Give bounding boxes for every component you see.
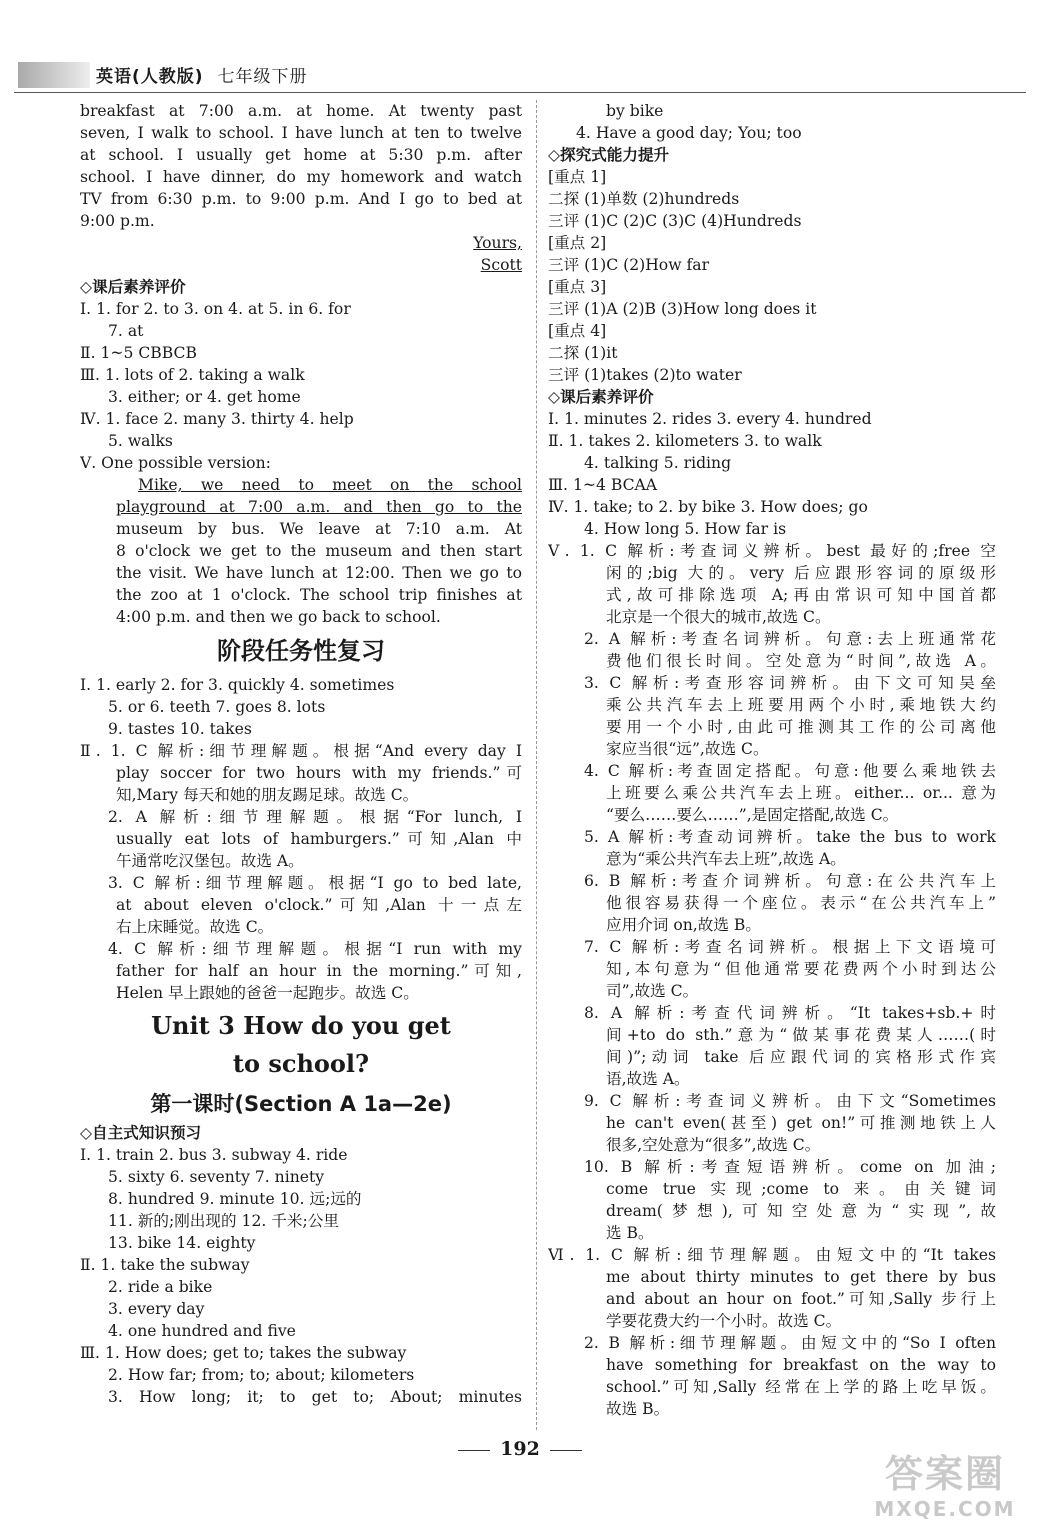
text-line: Ⅰ. 1. train 2. bus 3. subway 4. ride [80, 1146, 348, 1164]
text-line: 3. C 解析:考查形容词辨析。由下文可知吴垒 [584, 674, 996, 692]
text-line: 2. A 解析:考查名词辨析。句意:去上班通常花 [584, 630, 996, 648]
text-line: 故选 B。 [606, 1400, 670, 1418]
text-line: Scott [480, 256, 522, 274]
text-line: 右上床睡觉。故选 C。 [116, 918, 274, 936]
text-line: Ⅴ. One possible version: [80, 454, 271, 472]
text-line: 语,故选 A。 [606, 1070, 690, 1088]
text-line: 4. talking 5. riding [584, 454, 732, 472]
text-line: 三评 (1)takes (2)to water [548, 366, 742, 384]
text-line: to school? [232, 1049, 370, 1078]
text-line: 阶段任务性复习 [217, 637, 385, 665]
page-number: 192 [440, 1438, 600, 1460]
text-line: 三评 (1)C (2)C (3)C (4)Hundreds [548, 212, 802, 230]
text-line: 上班要么乘公共汽车去上班。either... or... 意为 [606, 784, 996, 802]
text-line: 费他们很长时间。空处意为“时间”,故选 A。 [606, 652, 996, 670]
text-line: “要么……要么……”,是固定搭配,故选 C。 [606, 806, 899, 824]
header-grade: 七年级下册 [217, 67, 308, 87]
text-line: school. I have dinner, do my homework and watch [80, 168, 522, 186]
text-line: 5. sixty 6. seventy 7. ninety [108, 1168, 325, 1186]
text-line: 三评 (1)C (2)How far [548, 256, 710, 274]
text-line: Yours, [473, 234, 522, 252]
text-line: 北京是一个很大的城市,故选 C。 [606, 608, 831, 626]
text-line: 4:00 p.m. and then we go back to school. [116, 608, 441, 626]
text-line: 他很容易获得一个座位。表示“在公共汽车上” [606, 894, 996, 912]
text-line: Ⅱ. 1. take the subway [80, 1256, 250, 1274]
text-line: 3. C 解析:细节理解题。根据“I go to bed late, [108, 874, 522, 892]
text-line: Ⅲ. 1. lots of 2. taking a walk [80, 366, 305, 384]
text-line: usually eat lots of hamburgers.”可知,Alan 中 [116, 830, 522, 848]
watermark-logo [870, 1452, 1020, 1530]
text-line: have something for breakfast on the way to [606, 1356, 996, 1374]
text-line: 9. C 解析:考查词义辨析。由下文“Sometimes [584, 1092, 996, 1110]
text-line: 2. B 解析:细节理解题。由短文中的“So I often [584, 1334, 996, 1352]
text-line: 8. hundred 9. minute 10. 远;远的 [108, 1190, 362, 1208]
text-line: 间+to do sth.”意为“做某事花费某人……(时 [606, 1026, 996, 1044]
text-line: 8 o'clock we get to the museum and then start [116, 542, 522, 560]
text-line: come true 实现;come to 来。由关键词 [606, 1180, 996, 1198]
text-line: 选 B。 [606, 1224, 654, 1242]
text-line: TV from 6:30 p.m. to 9:00 p.m. And I go to bed at [80, 190, 522, 208]
text-line: Ⅲ. 1~4 BCAA [548, 476, 658, 494]
text-line: 11. 新的;刚出现的 12. 千米;公里 [108, 1212, 339, 1230]
text-line: 式,故可排除选项 A;再由常识可知中国首都 [606, 586, 996, 604]
text-line: 应用介词 on,故选 B。 [606, 916, 761, 934]
text-line: ◇探究式能力提升 [548, 146, 670, 164]
header-decoration-bar [18, 62, 90, 88]
text-line: 第一课时(Section A 1a—2e) [150, 1092, 452, 1116]
text-line: Ⅰ. 1. for 2. to 3. on 4. at 5. in 6. for [80, 300, 351, 318]
text-line: Ⅰ. 1. minutes 2. rides 3. every 4. hundred [548, 410, 872, 428]
text-line: the zoo at 1 o'clock. The school trip finishes at [116, 586, 522, 604]
text-line: 二探 (1)it [548, 344, 618, 362]
text-line: 5. A 解析:考查动词辨析。take the bus to work [584, 828, 996, 846]
text-line: 3. every day [108, 1300, 205, 1318]
text-line: [重点 3] [548, 278, 607, 296]
column-divider [536, 100, 537, 1430]
watermark-url: MXQE.COM [874, 1497, 1016, 1521]
text-line: 7. C 解析:考查名词辨析。根据上下文语境可 [584, 938, 996, 956]
text-line: Ⅰ. 1. early 2. for 3. quickly 4. sometimes [80, 676, 395, 694]
watermark-text: 答案圈 [884, 1452, 1005, 1496]
text-line: 6. B 解析:考查介词辨析。句意:在公共汽车上 [584, 872, 996, 890]
text-line: 间)”;动词 take 后应跟代词的宾格形式作宾 [606, 1048, 996, 1066]
text-line: 三评 (1)A (2)B (3)How long does it [548, 300, 817, 318]
page-header [14, 60, 1026, 88]
text-line: Unit 3 How do you get [151, 1011, 451, 1040]
text-line: 闲的;big 大的。very 后应跟形容词的原级形 [606, 564, 996, 582]
text-line: he can't even(甚至) get on!”可推测地铁上人 [606, 1114, 996, 1132]
text-line: 司”,故选 C。 [606, 982, 699, 1000]
text-line: 5. or 6. teeth 7. goes 8. lots [108, 698, 326, 716]
text-line: at school. I usually get home at 5:30 p.m. after [80, 146, 522, 164]
header-title [96, 62, 308, 87]
text-line: the visit. We have lunch at 12:00. Then we go to [116, 564, 522, 582]
text-line: breakfast at 7:00 a.m. at home. At twenty past [80, 102, 522, 120]
text-line: and about an hour on foot.”可知,Sally 步行上 [606, 1290, 996, 1308]
text-line: me about thirty minutes to get there by bus [606, 1268, 996, 1286]
text-line: 4. one hundred and five [108, 1322, 296, 1340]
text-line: school.”可知,Sally 经常在上学的路上吃早饭。 [606, 1378, 996, 1396]
text-line: ◇课后素养评价 [548, 388, 654, 406]
text-line: at about eleven o'clock.”可知,Alan 十一点左 [116, 896, 522, 914]
text-line: 家应当很“远”,故选 C。 [606, 740, 769, 758]
text-line: 9:00 p.m. [80, 212, 155, 230]
text-line: 午通常吃汉堡包。故选 A。 [116, 852, 304, 870]
text-line: 4. C 解析:考查固定搭配。句意:他要么乘地铁去 [584, 762, 996, 780]
text-line: 4. Have a good day; You; too [576, 124, 802, 142]
right-column [548, 100, 996, 1430]
text-line: 二探 (1)单数 (2)hundreds [548, 190, 740, 208]
text-line: Ⅱ. 1. C 解析:细节理解题。根据“And every day I [80, 742, 522, 760]
text-line: ◇自主式知识预习 [80, 1124, 202, 1142]
header-subject: 英语(人教版) [96, 67, 204, 87]
text-line: 知,本句意为“但他通常要花费两个小时到达公 [606, 960, 996, 978]
text-line: 13. bike 14. eighty [108, 1234, 256, 1252]
text-line: museum by bus. We leave at 7:10 a.m. At [116, 520, 522, 538]
text-line: 乘公共汽车去上班要用两个小时,乘地铁大约 [606, 696, 996, 714]
text-line: Mike, we need to meet on the school [138, 476, 522, 494]
text-line: dream(梦想),可知空处意为“实现”,故 [606, 1202, 996, 1220]
text-line: seven, I walk to school. I have lunch at ten to twelve [80, 124, 522, 142]
text-line: 2. How far; from; to; about; kilometers [108, 1366, 415, 1384]
text-line: 4. C 解析:细节理解题。根据“I run with my [108, 940, 522, 958]
text-line: Ⅲ. 1. How does; get to; takes the subway [80, 1344, 407, 1362]
text-line: Ⅳ. 1. take; to 2. by bike 3. How does; go [548, 498, 868, 516]
text-line: by bike [606, 102, 664, 120]
text-line: 10. B 解析:考查短语辨析。come on 加油; [584, 1158, 996, 1176]
text-line: 8. A 解析:考查代词辨析。“It takes+sb.+时 [584, 1004, 996, 1022]
text-line: 知,Mary 每天和她的朋友踢足球。故选 C。 [116, 786, 419, 804]
text-line: [重点 2] [548, 234, 607, 252]
header-rule [14, 92, 1026, 93]
text-line: Ⅱ. 1. takes 2. kilometers 3. to walk [548, 432, 822, 450]
text-line: Ⅵ. 1. C 解析:细节理解题。由短文中的“It takes [548, 1246, 996, 1264]
text-line: Ⅳ. 1. face 2. many 3. thirty 4. help [80, 410, 354, 428]
text-line: 9. tastes 10. takes [108, 720, 252, 738]
text-line: 很多,空处意为“很多”,故选 C。 [606, 1136, 821, 1154]
left-column [80, 100, 522, 1430]
text-line: 5. walks [108, 432, 173, 450]
text-line: 4. How long 5. How far is [584, 520, 787, 538]
text-line: Ⅱ. 1~5 CBBCB [80, 344, 197, 362]
text-line: 意为“乘公共汽车去上班”,故选 A。 [606, 850, 846, 868]
text-line: playground at 7:00 a.m. and then go to the [116, 498, 522, 516]
text-line: [重点 4] [548, 322, 607, 340]
text-line: father for half an hour in the morning.”可知, [116, 962, 522, 980]
text-line: 2. A 解析:细节理解题。根据“For lunch, I [108, 808, 522, 826]
text-line: 3. How long; it; to get to; About; minutes [108, 1388, 522, 1406]
text-line: 学要花费大约一个小时。故选 C。 [606, 1312, 842, 1330]
text-line: [重点 1] [548, 168, 607, 186]
text-line: play soccer for two hours with my friends.”可 [116, 764, 522, 782]
text-line: Helen 早上跟她的爸爸一起跑步。故选 C。 [116, 984, 419, 1002]
text-line: 3. either; or 4. get home [108, 388, 301, 406]
text-line: 7. at [108, 322, 144, 340]
text-line: Ⅴ. 1. C 解析:考查词义辨析。best 最好的;free 空 [548, 542, 996, 560]
text-line: 2. ride a bike [108, 1278, 213, 1296]
text-line: ◇课后素养评价 [80, 278, 186, 296]
text-line: 要用一个小时,由此可推测其工作的公司离他 [606, 718, 996, 736]
